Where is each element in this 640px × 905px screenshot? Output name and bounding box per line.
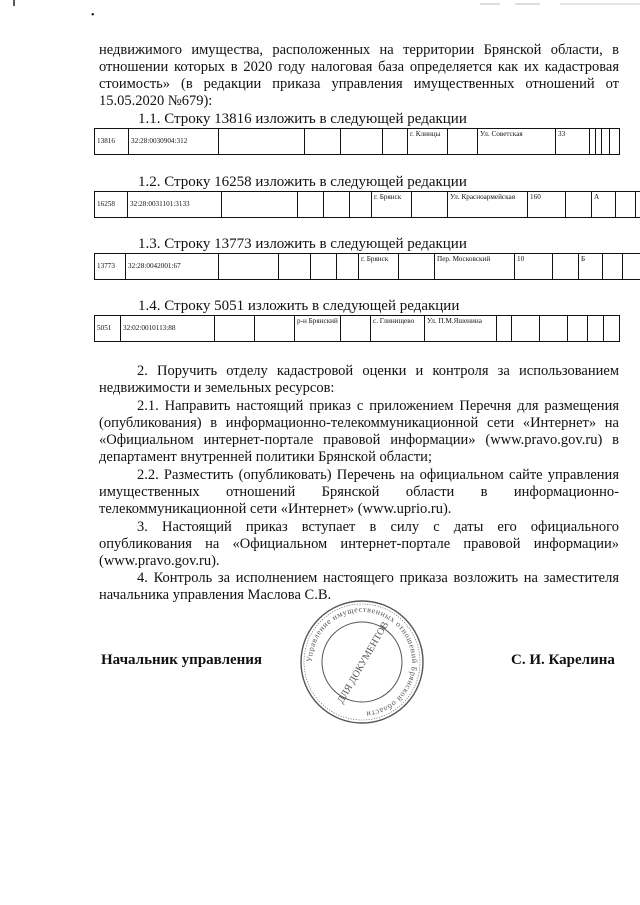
cell xyxy=(610,129,620,155)
cell xyxy=(636,192,640,218)
cadastral-row-table-3 xyxy=(94,253,640,280)
cadastral-row-table-1 xyxy=(94,128,620,155)
cell-house: 160 xyxy=(528,192,566,218)
cadastral-row-table-4 xyxy=(94,315,620,342)
paragraph-2: 2. Поручить отделу кадастровой оценки и контроля за использованием недвижимости и земельных ресурсов: xyxy=(99,363,619,396)
section-heading-2: 1.2. Строку 16258 изложить в следующей редакции xyxy=(138,174,467,190)
cell xyxy=(383,129,408,155)
cell xyxy=(412,192,448,218)
cell xyxy=(215,316,255,342)
cell-street: Ул. П.М.Яшенина xyxy=(425,316,497,342)
cell xyxy=(623,254,640,280)
cell-building: Б xyxy=(579,254,603,280)
cell-locality: г. Клинцы xyxy=(408,129,448,155)
cell xyxy=(603,254,623,280)
cell xyxy=(540,316,568,342)
cell xyxy=(553,254,579,280)
cell xyxy=(311,254,337,280)
official-seal xyxy=(298,598,426,726)
cell-street: Ул. Советская xyxy=(478,129,556,155)
cell xyxy=(337,254,359,280)
cell-locality: с. Глинищево xyxy=(371,316,425,342)
cell xyxy=(298,192,324,218)
cell xyxy=(588,316,604,342)
paragraph-2-2: 2.2. Разместить (опубликовать) Перечень на официальном сайте управления имущественных отношений Брянской области в информационно-телекоммуникационной сети «Интернет» (www.uprio.ru). xyxy=(99,467,619,517)
cell xyxy=(616,192,636,218)
cell xyxy=(497,316,512,342)
cell-district: р-н Брянский xyxy=(295,316,341,342)
cell-cadastral-number: 32:28:0042001:67 xyxy=(126,254,219,280)
cell-street: Ул. Красноармейская xyxy=(448,192,528,218)
scan-marks xyxy=(0,0,640,20)
cell-building: А xyxy=(592,192,616,218)
intro-paragraph: недвижимого имущества, расположенных на территории Брянской области, в отношении которых в 2020 году налоговая база определяется как их кадастровая стоимость» (в редакции приказа управления имущественных отношений от 15.05.2020 №679): xyxy=(99,42,619,109)
cell xyxy=(566,192,592,218)
cell-locality: г. Брянск xyxy=(372,192,412,218)
cell-number: 16258 xyxy=(95,192,128,218)
seal-center-text: ДЛЯ ДОКУМЕНТОВ xyxy=(335,619,392,706)
cell xyxy=(341,316,371,342)
cell xyxy=(219,129,305,155)
cell xyxy=(255,316,295,342)
cell xyxy=(604,316,620,342)
cell-house: 33 xyxy=(556,129,590,155)
cell xyxy=(279,254,311,280)
cell-house: 10 xyxy=(515,254,553,280)
paragraph-3: 3. Настоящий приказ вступает в силу с даты его официального опубликования на «Официальном интернет-портале правовой информации» (www.pravo.gov.ru). xyxy=(99,519,619,569)
paragraph-2-1: 2.1. Направить настоящий приказ с приложением Перечня для размещения (опубликования) в информационно-телекоммуникационной сети «Интернет» на «Официальном интернет-портале правовой информации» (www.pravo.gov.ru) в департамент внутренней политики Брянской области; xyxy=(99,398,619,465)
cadastral-row-table-2 xyxy=(94,191,640,218)
cell xyxy=(399,254,435,280)
cell xyxy=(324,192,350,218)
cell xyxy=(602,129,610,155)
paragraph-4: 4. Контроль за исполнением настоящего приказа возложить на заместителя начальника управления Маслова С.В. xyxy=(99,570,619,603)
cell xyxy=(512,316,540,342)
table-row xyxy=(95,254,640,280)
table-row xyxy=(95,192,640,218)
cell xyxy=(222,192,298,218)
cell xyxy=(219,254,279,280)
section-heading-3: 1.3. Строку 13773 изложить в следующей редакции xyxy=(138,236,467,252)
signature-name: С. И. Карелина xyxy=(511,652,615,668)
cell xyxy=(341,129,383,155)
cell-cadastral-number: 32:28:0030904:312 xyxy=(129,129,219,155)
cell-cadastral-number: 32:28:0031101:3133 xyxy=(128,192,222,218)
table-row xyxy=(95,316,620,342)
cell xyxy=(350,192,372,218)
cell-number: 13773 xyxy=(95,254,126,280)
table-row xyxy=(95,129,620,155)
cell-cadastral-number: 32:02:0010113:88 xyxy=(121,316,215,342)
section-heading-4: 1.4. Строку 5051 изложить в следующей редакции xyxy=(138,298,460,314)
cell-number: 5051 xyxy=(95,316,121,342)
seal-outer-text: Управление имущественных отношений Брянской области xyxy=(304,604,420,719)
scan-dot: • xyxy=(91,10,95,21)
cell-street: Пер. Московский xyxy=(435,254,515,280)
cell-locality: г. Брянск xyxy=(359,254,399,280)
signature-position: Начальник управления xyxy=(101,652,263,668)
cell xyxy=(568,316,588,342)
section-heading-1: 1.1. Строку 13816 изложить в следующей редакции xyxy=(138,111,467,127)
cell xyxy=(448,129,478,155)
cell-number: 13816 xyxy=(95,129,129,155)
cell xyxy=(305,129,341,155)
